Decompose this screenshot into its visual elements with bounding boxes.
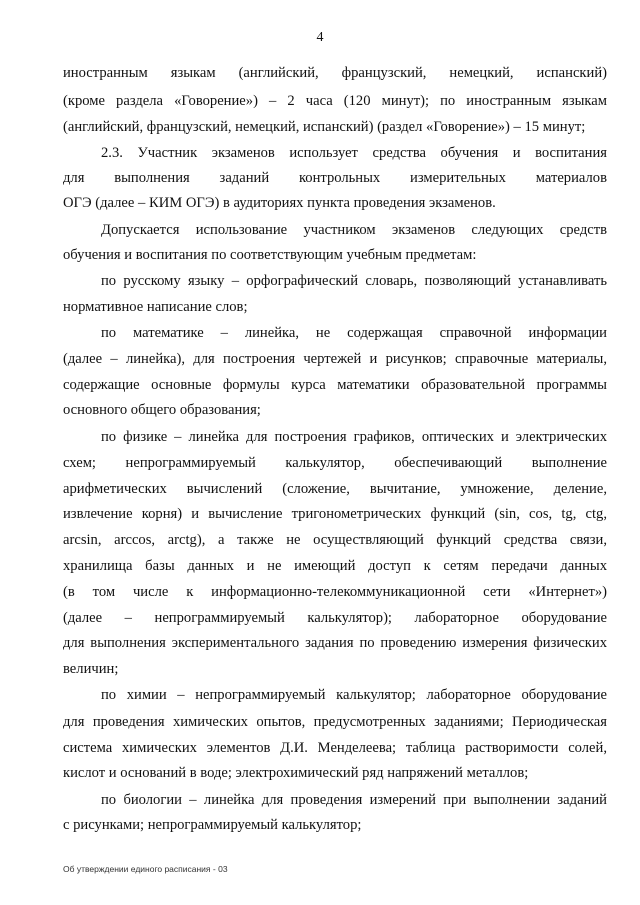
text-line: (в том числе к информационно-телекоммуникационной сети «Интернет») (63, 584, 607, 600)
text-line: ОГЭ (далее – КИМ ОГЭ) в аудиториях пункта проведения экзаменов. (63, 195, 496, 211)
text-line: арифметических вычислений (сложение, вычитание, умножение, деление, (63, 481, 607, 497)
text-line: извлечение корня) и вычисление тригонометрических функций (sin, cos, tg, ctg, (63, 506, 607, 522)
text-line: по математике – линейка, не содержащая справочной информации (101, 325, 607, 341)
page-number: 4 (316, 30, 324, 45)
text-line: (далее – линейка), для построения чертежей и рисунков; справочные материалы, (63, 351, 607, 367)
text-line: 2.3. Участник экзаменов использует средства обучения и воспитания (101, 145, 607, 161)
text-line: по химии – непрограммируемый калькулятор; лабораторное оборудование (101, 687, 607, 703)
text-line: содержащие основные формулы курса математики образовательной программы (63, 377, 607, 393)
text-line: кислот и оснований в воде; электрохимический ряд напряжений металлов; (63, 765, 529, 781)
text-line: основного общего образования; (63, 402, 261, 418)
text-line: Допускается использование участником экзаменов следующих средств (101, 222, 607, 238)
footer-note: Об утверждении единого расписания - 03 (63, 864, 228, 874)
text-line: хранилища базы данных и не имеющий доступ к сетям передачи данных (63, 558, 607, 574)
text-line: по русскому языку – орфографический словарь, позволяющий устанавливать (101, 273, 607, 289)
text-line: с рисунками; непрограммируемый калькулятор; (63, 817, 362, 833)
text-line: для выполнения заданий контрольных измерительных материалов (63, 170, 607, 186)
text-line: (кроме раздела «Говорение») – 2 часа (120 минут); по иностранным языкам (63, 93, 607, 109)
text-line: система химических элементов Д.И. Менделеева; таблица растворимости солей, (63, 740, 607, 756)
text-line: иностранным языкам (английский, французский, немецкий, испанский) (63, 65, 607, 81)
text-line: обучения и воспитания по соответствующим учебным предметам: (63, 247, 477, 263)
text-line: для проведения химических опытов, предусмотренных заданиями; Периодическая (63, 714, 607, 730)
text-line: нормативное написание слов; (63, 299, 248, 315)
text-line: (английский, французский, немецкий, испанский) (раздел «Говорение») – 15 минут; (63, 119, 586, 135)
text-line: по биологии – линейка для проведения измерений при выполнении заданий (101, 792, 607, 808)
text-line: для выполнения экспериментального задания по проведению измерения физических (63, 635, 607, 651)
text-line: схем; непрограммируемый калькулятор, обеспечивающий выполнение (63, 455, 607, 471)
text-line: (далее – непрограммируемый калькулятор); лабораторное оборудование (63, 610, 607, 626)
text-line: arcsin, arccos, arctg), а также не осуществляющий функций средства связи, (63, 532, 607, 548)
text-line: величин; (63, 661, 119, 677)
text-line: по физике – линейка для построения графиков, оптических и электрических (101, 429, 607, 445)
